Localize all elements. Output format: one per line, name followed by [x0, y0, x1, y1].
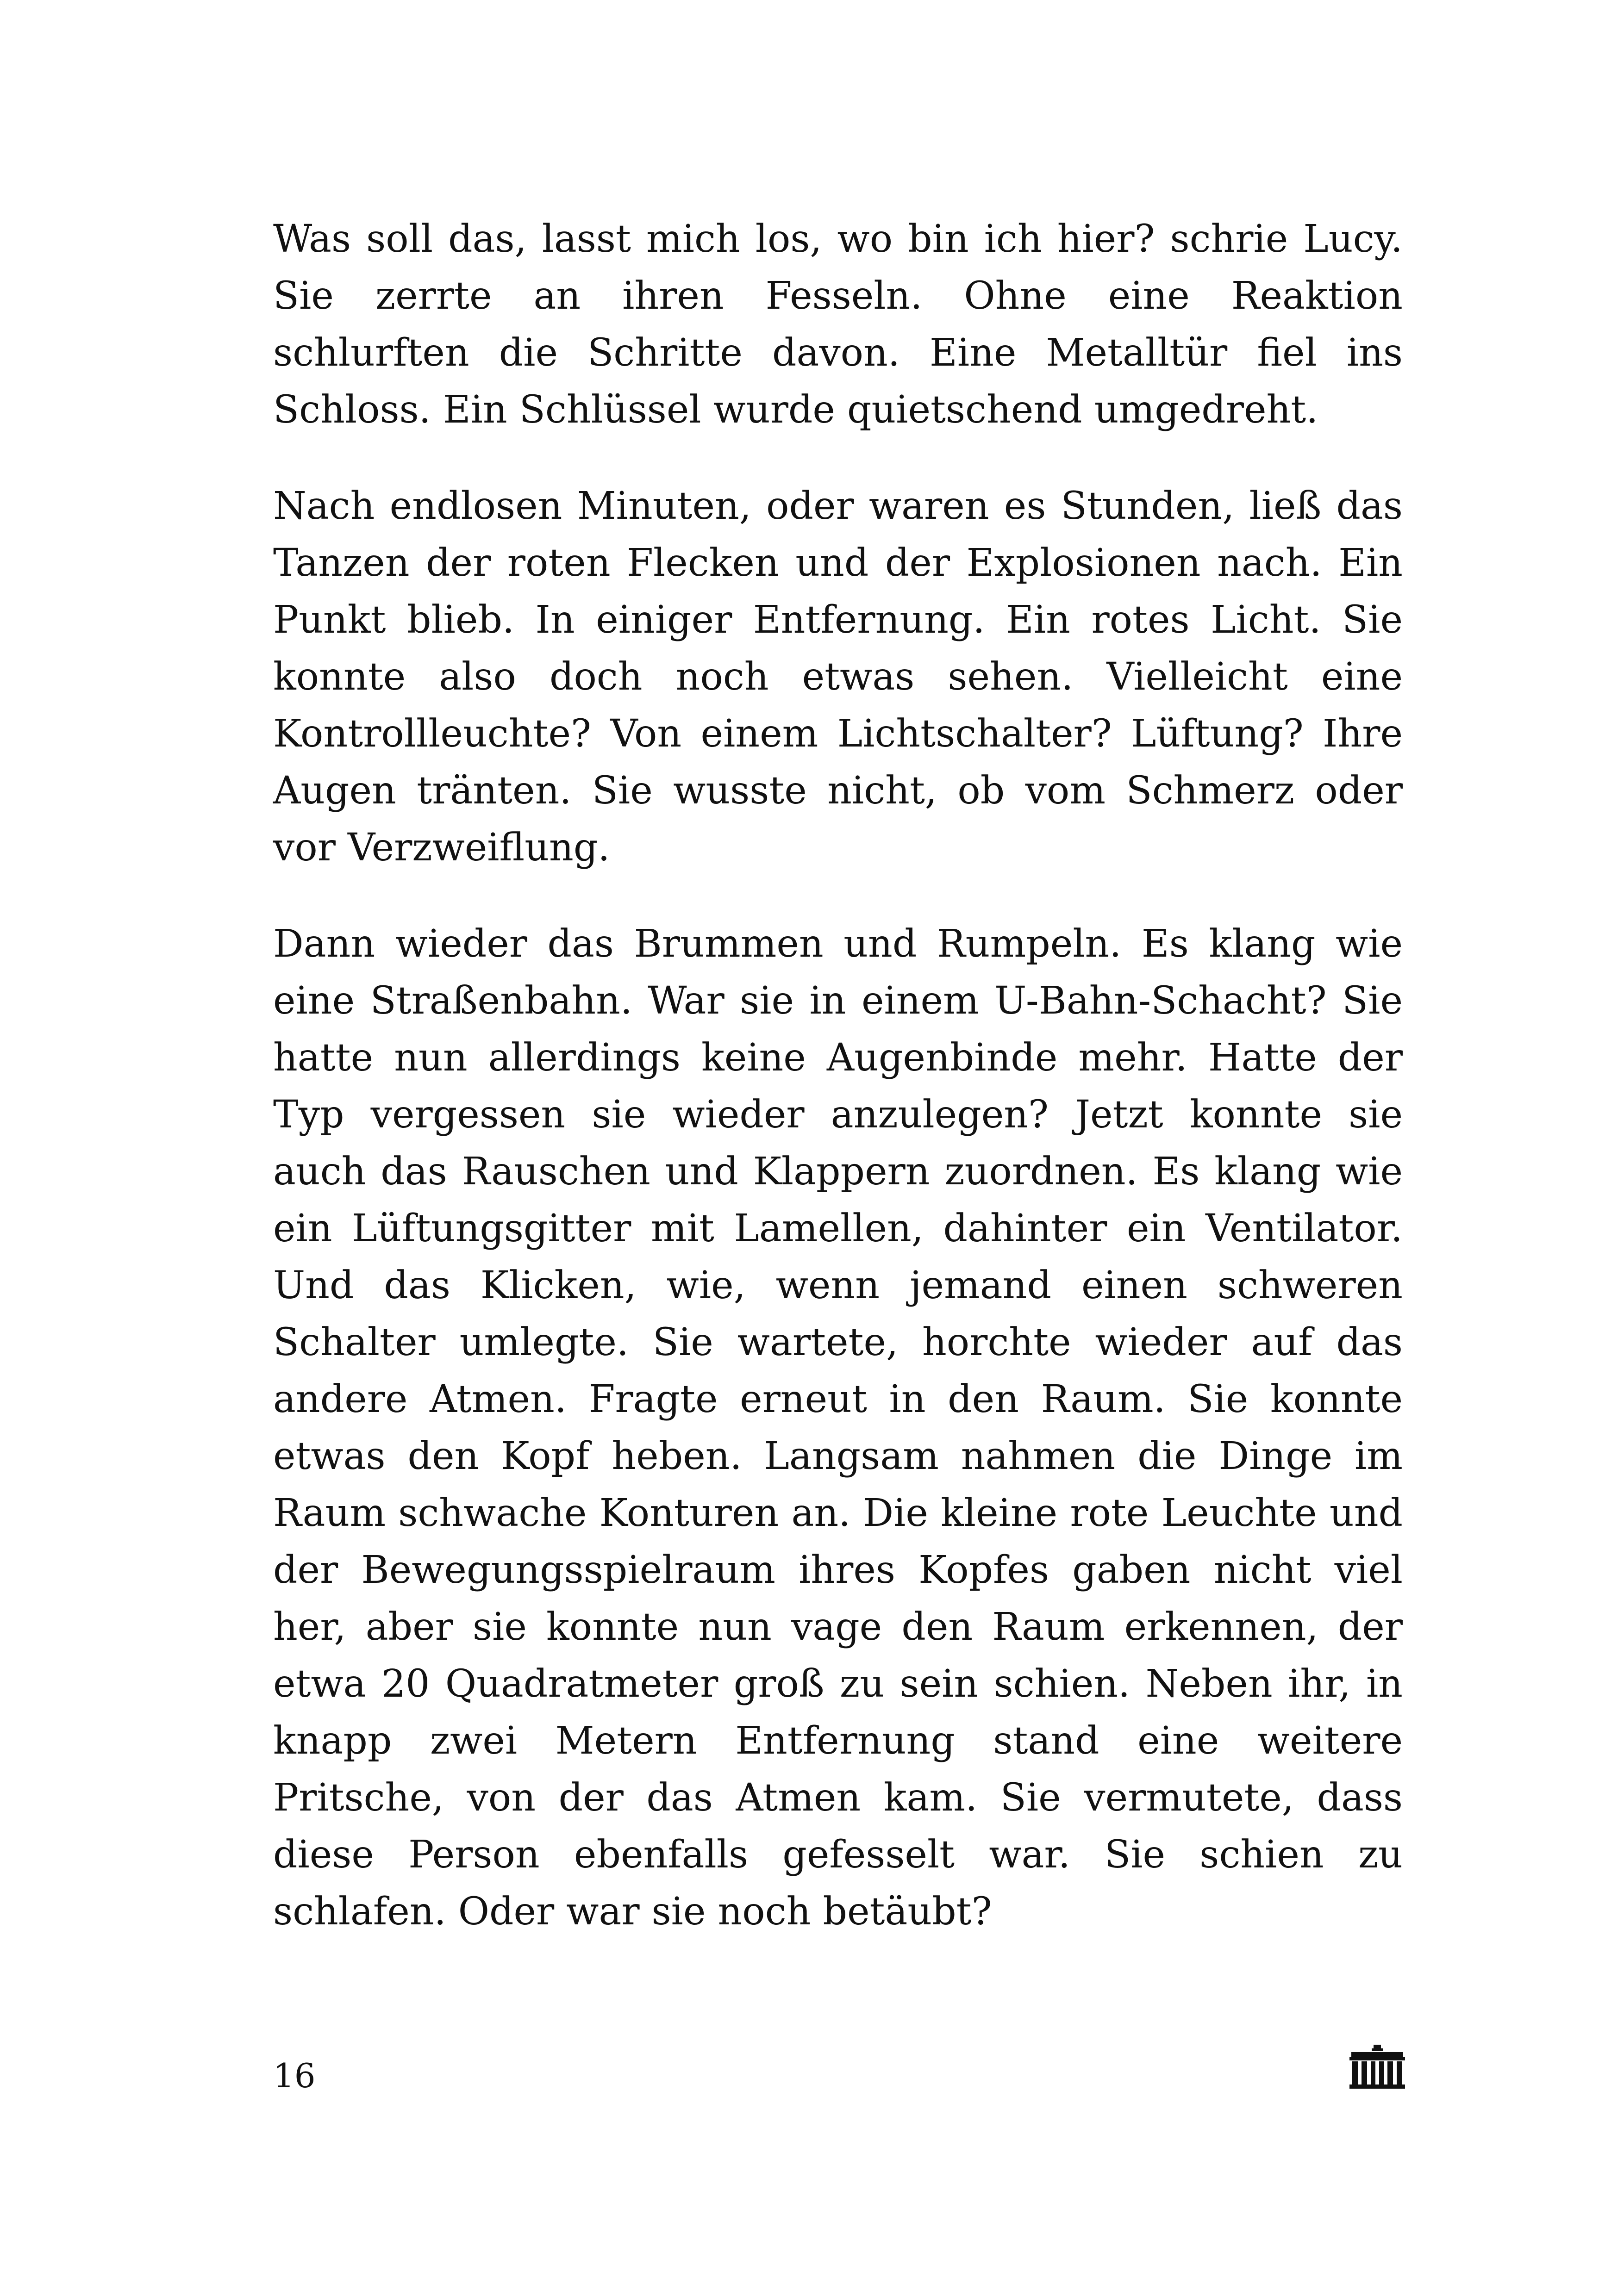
page-number: 16 — [273, 2056, 316, 2095]
paragraph: Was soll das, lasst mich los, wo bin ich hier? schrie Lucy. Sie zerrte an ihren Fesseln. Ohne eine Reaktion schlurften die Schritte davon. Eine Metalltür fiel ins Schloss. Ein Schlüssel wurde quietschend umgedreht. — [273, 217, 1403, 432]
page-body — [273, 211, 1403, 1979]
brandenburg-gate-icon — [1349, 2045, 1405, 2089]
paragraph: Dann wieder das Brummen und Rumpeln. Es klang wie eine Straßenbahn. War sie in einem U-Bahn-Schacht? Sie hatte nun allerdings keine Augenbinde mehr. Hatte der Typ vergessen sie wieder anzulegen? Jetzt konnte sie auch das Rauschen und Klappern zuordnen. Es klang wie ein Lüftungsgitter mit Lamellen, dahinter ein Ventilator. Und das Klicken, wie, wenn jemand einen schweren Schalter umlegte. Sie wartete, horchte wieder auf das andere Atmen. Fragte erneut in den Raum. Sie konnte etwas den Kopf heben. Langsam nahmen die Dinge im Raum schwache Konturen an. Die kleine rote Leuchte und der Bewegungsspielraum ihres Kopfes gaben nicht viel her, aber sie konnte nun vage den Raum erkennen, der etwa 20 Quadratmeter groß zu sein schien. Neben ihr, in knapp zwei Metern Entfernung stand eine weitere Pritsche, von der das Atmen kam. Sie vermutete, dass diese Person ebenfalls gefesselt war. Sie schien zu schlafen. Oder war sie noch betäubt? — [273, 922, 1403, 1934]
paragraph: Nach endlosen Minuten, oder waren es Stunden, ließ das Tanzen der roten Flecken und der Explosionen nach. Ein Punkt blieb. In einiger Entfernung. Ein rotes Licht. Sie konnte also doch noch etwas sehen. Vielleicht eine Kontrollleuchte? Von einem Lichtschalter? Lüftung? Ihre Augen tränten. Sie wusste nicht, ob vom Schmerz oder vor Verzweiflung. — [273, 484, 1403, 870]
